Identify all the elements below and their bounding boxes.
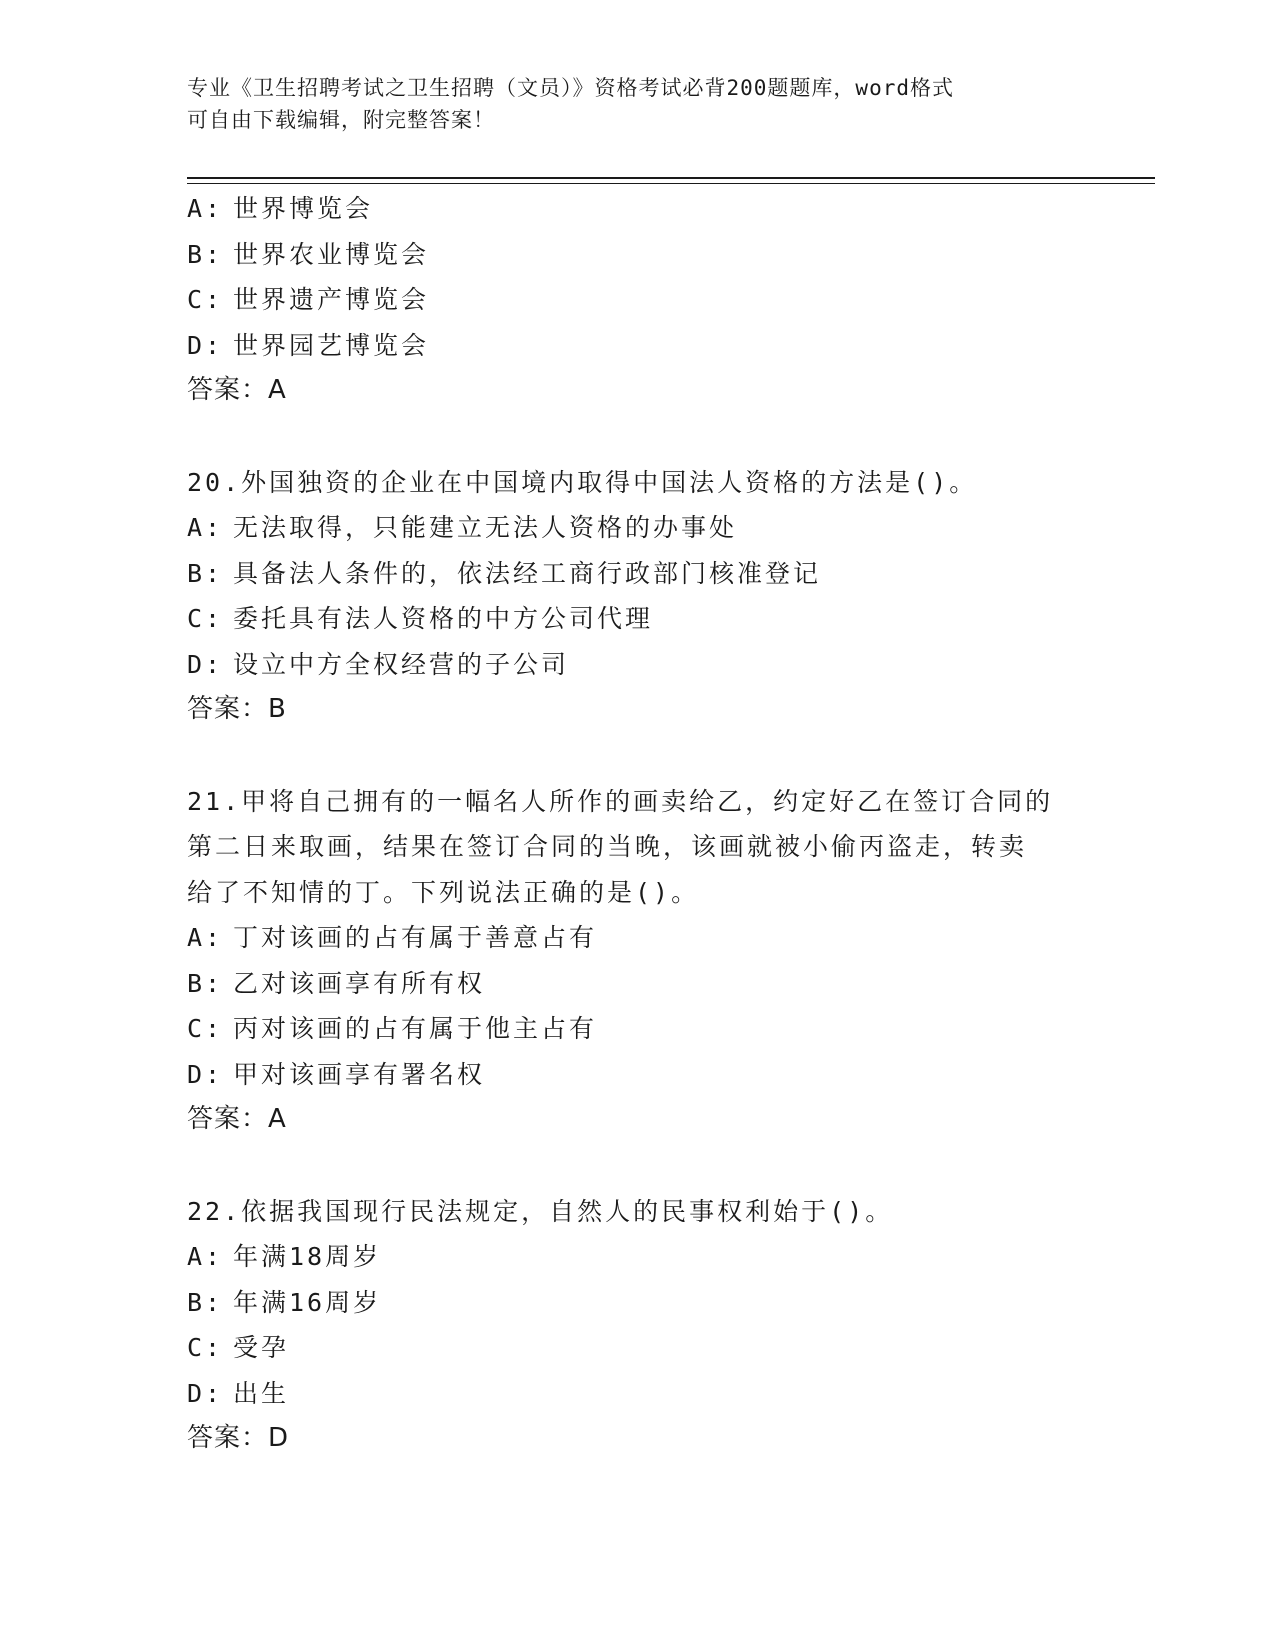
question-stem-line-2: 第二日来取画，结果在签订合同的当晚，该画就被小偷丙盗走，转卖 (187, 832, 1028, 861)
answer-line: 答案：A (187, 375, 287, 405)
question-list (187, 186, 1087, 1462)
option-d: D: 设立中方全权经营的子公司 (187, 649, 570, 679)
answer-line: 答案：B (187, 694, 287, 724)
option-a: A: 无法取得，只能建立无法人资格的办事处 (187, 513, 738, 542)
question-stem-line-1: 21.甲将自己拥有的一幅名人所作的画卖给乙，约定好乙在签订合同的 (187, 786, 1054, 816)
option-b: B: 具备法人条件的，依法经工商行政部门核准登记 (187, 558, 822, 588)
question-block-19 (187, 186, 1087, 414)
option-c: C: 世界遗产博览会 (187, 285, 430, 314)
header-line-1: 专业《卫生招聘考试之卫生招聘（文员）》资格考试必背200题题库，word格式 (187, 76, 954, 100)
header-divider-thin (187, 183, 1155, 184)
question-block-22 (187, 1189, 1087, 1462)
question-stem-line-3: 给了不知情的丁。下列说法正确的是()。 (187, 877, 700, 907)
header-divider-thick (187, 177, 1155, 179)
answer-line: 答案：A (187, 1104, 287, 1134)
option-b: B: 世界农业博览会 (187, 239, 430, 269)
option-d: D: 甲对该画享有署名权 (187, 1059, 486, 1089)
question-stem: 20.外国独资的企业在中国境内取得中国法人资格的方法是()。 (187, 467, 978, 497)
question-block-20 (187, 460, 1087, 733)
header-line-2: 可自由下载编辑，附完整答案！ (187, 108, 495, 132)
document-header (187, 72, 1067, 136)
option-b: B: 年满16周岁 (187, 1287, 382, 1317)
option-c: C: 丙对该画的占有属于他主占有 (187, 1014, 598, 1043)
option-b: B: 乙对该画享有所有权 (187, 968, 486, 998)
option-d: D: 出生 (187, 1378, 290, 1408)
question-stem: 22.依据我国现行民法规定，自然人的民事权利始于()。 (187, 1196, 894, 1226)
answer-line: 答案：D (187, 1423, 290, 1453)
question-block-21 (187, 779, 1087, 1143)
option-c: C: 受孕 (187, 1333, 290, 1362)
option-c: C: 委托具有法人资格的中方公司代理 (187, 604, 654, 633)
option-a: A: 世界博览会 (187, 194, 374, 223)
option-d: D: 世界园艺博览会 (187, 330, 430, 360)
option-a: A: 年满18周岁 (187, 1242, 382, 1271)
option-a: A: 丁对该画的占有属于善意占有 (187, 923, 598, 952)
